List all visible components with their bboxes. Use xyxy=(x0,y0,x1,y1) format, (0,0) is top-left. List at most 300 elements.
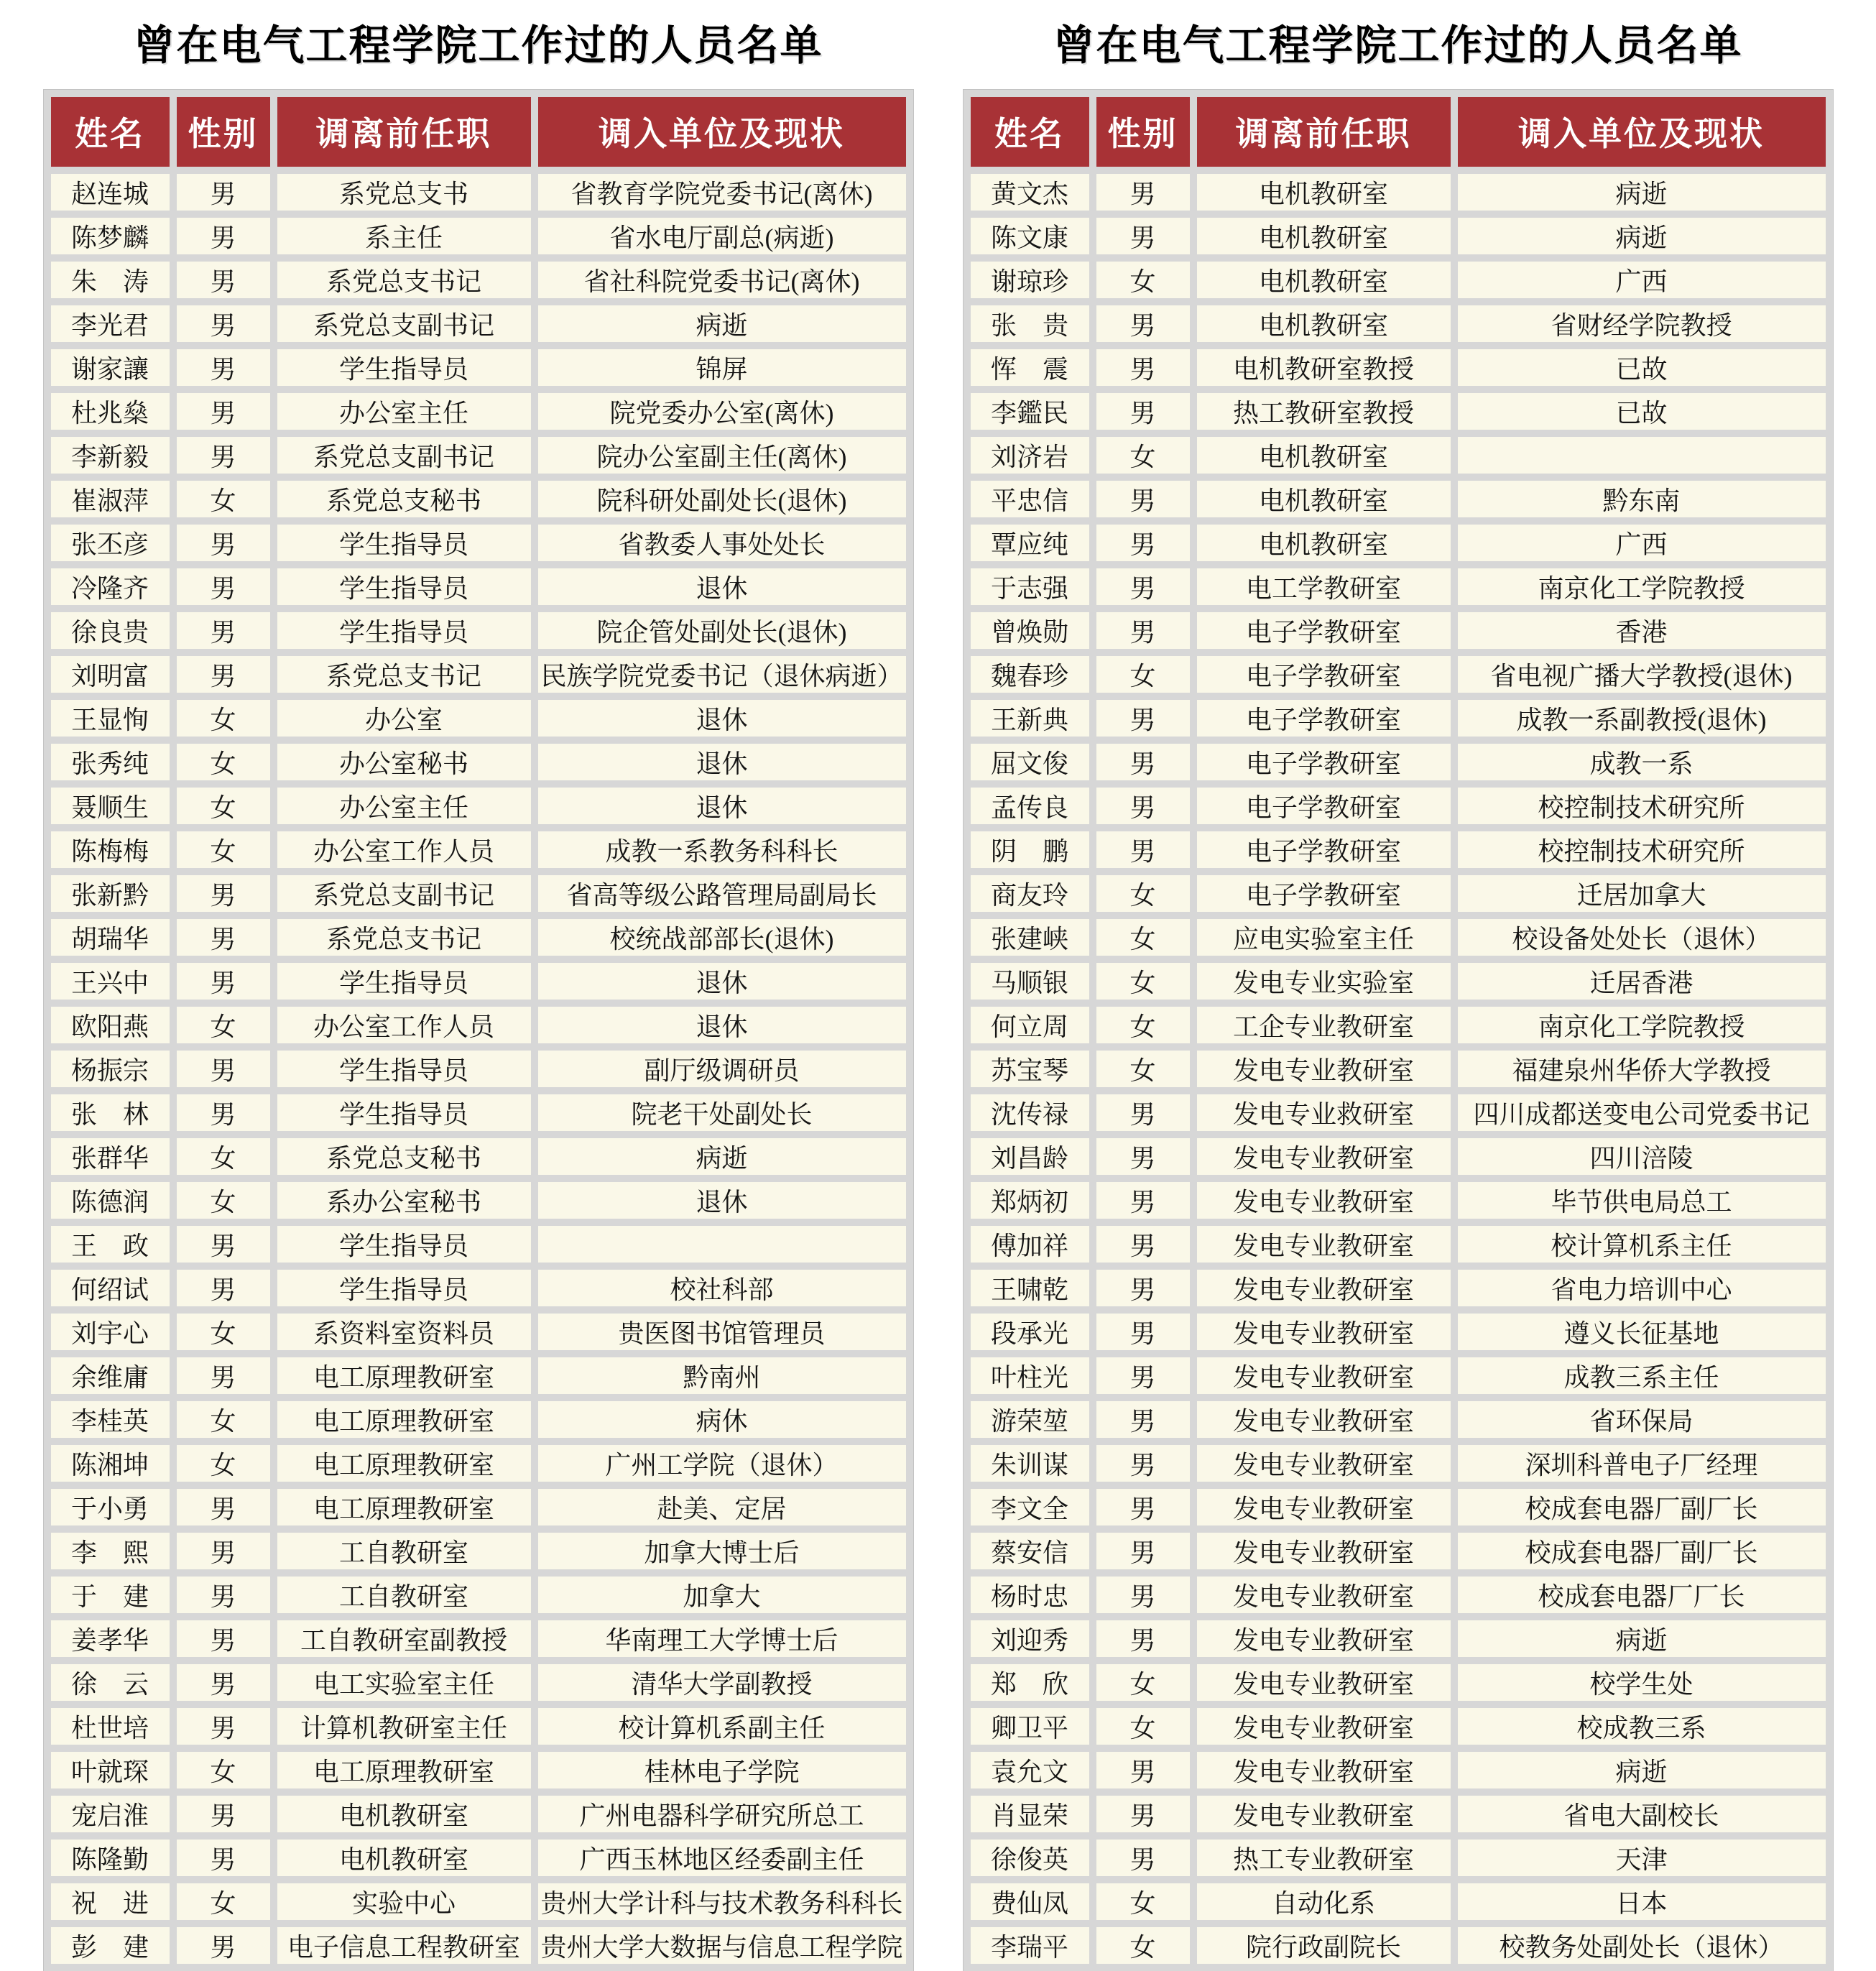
position-cell: 工企专业教研室 xyxy=(1197,1007,1451,1043)
table-row xyxy=(51,656,906,693)
table-row xyxy=(971,1620,1826,1657)
name-cell: 朱 涛 xyxy=(51,262,170,298)
status-cell: 院企管处副处长(退休) xyxy=(538,612,906,649)
table-row xyxy=(51,262,906,298)
right-page-title: 曾在电气工程学院工作过的人员名单 xyxy=(1053,22,1743,69)
table-row xyxy=(971,305,1826,342)
name-cell: 刘迎秀 xyxy=(971,1620,1089,1657)
status-cell: 省教委人事处处长 xyxy=(538,525,906,561)
table-row xyxy=(971,700,1826,737)
table-row xyxy=(51,437,906,474)
table-row xyxy=(971,744,1826,780)
gender-cell: 女 xyxy=(177,1138,270,1175)
name-cell: 崔淑萍 xyxy=(51,481,170,517)
position-cell: 学生指导员 xyxy=(277,1051,531,1087)
status-cell: 广州工学院（退休） xyxy=(538,1445,906,1482)
gender-cell: 男 xyxy=(1096,700,1190,737)
status-cell: 病逝 xyxy=(1458,174,1826,211)
name-cell: 赵连城 xyxy=(51,174,170,211)
status-cell xyxy=(538,1226,906,1263)
gender-cell: 男 xyxy=(177,1051,270,1087)
position-cell: 电工实验室主任 xyxy=(277,1664,531,1701)
position-cell: 发电专业教研室 xyxy=(1197,1401,1451,1438)
table-row xyxy=(971,1226,1826,1263)
name-cell: 杨振宗 xyxy=(51,1051,170,1087)
table-row xyxy=(971,1533,1826,1569)
name-cell: 祝 进 xyxy=(51,1883,170,1920)
name-cell: 傅加祥 xyxy=(971,1226,1089,1263)
status-cell: 校教务处副处长（退休） xyxy=(1458,1927,1826,1964)
position-cell: 系党总支书记 xyxy=(277,919,531,956)
name-cell: 杜兆燊 xyxy=(51,393,170,430)
status-cell: 病逝 xyxy=(1458,218,1826,254)
table-row xyxy=(51,1840,906,1876)
gender-cell: 男 xyxy=(1096,1357,1190,1394)
name-cell: 朱训谋 xyxy=(971,1445,1089,1482)
table-row xyxy=(51,1927,906,1964)
position-cell: 电工原理教研室 xyxy=(277,1489,531,1525)
position-cell: 电子学教研室 xyxy=(1197,831,1451,868)
status-cell: 省电视广播大学教授(退休) xyxy=(1458,656,1826,693)
name-cell: 彭 建 xyxy=(51,1927,170,1964)
position-cell: 发电专业教研室 xyxy=(1197,1752,1451,1788)
position-cell: 电机教研室 xyxy=(1197,174,1451,211)
status-cell: 遵义长征基地 xyxy=(1458,1314,1826,1350)
name-cell: 何立周 xyxy=(971,1007,1089,1043)
name-cell: 杨时忠 xyxy=(971,1577,1089,1613)
name-cell: 李鑑民 xyxy=(971,393,1089,430)
table-row xyxy=(971,875,1826,912)
gender-cell: 女 xyxy=(1096,1883,1190,1920)
name-cell: 徐良贵 xyxy=(51,612,170,649)
name-cell: 张秀纯 xyxy=(51,744,170,780)
name-cell: 王兴中 xyxy=(51,963,170,1000)
name-cell: 欧阳燕 xyxy=(51,1007,170,1043)
status-cell: 四川涪陵 xyxy=(1458,1138,1826,1175)
status-cell: 迁居加拿大 xyxy=(1458,875,1826,912)
name-cell: 段承光 xyxy=(971,1314,1089,1350)
status-cell: 成教一系副教授(退休) xyxy=(1458,700,1826,737)
table-row xyxy=(971,1927,1826,1964)
gender-cell: 女 xyxy=(1096,437,1190,474)
name-cell: 聂顺生 xyxy=(51,788,170,824)
table-row xyxy=(51,963,906,1000)
gender-cell: 男 xyxy=(1096,1840,1190,1876)
name-cell: 魏春珍 xyxy=(971,656,1089,693)
table-row xyxy=(971,919,1826,956)
position-cell: 电机教研室 xyxy=(1197,262,1451,298)
status-cell: 天津 xyxy=(1458,1840,1826,1876)
position-cell: 学生指导员 xyxy=(277,963,531,1000)
table-row xyxy=(51,1357,906,1394)
gender-cell: 女 xyxy=(177,1401,270,1438)
name-cell: 商友玲 xyxy=(971,875,1089,912)
gender-cell: 男 xyxy=(177,1357,270,1394)
name-cell: 黄文杰 xyxy=(971,174,1089,211)
position-cell: 热工教研室教授 xyxy=(1197,393,1451,430)
status-cell: 校成套电器厂副厂长 xyxy=(1458,1533,1826,1569)
status-cell: 校成套电器厂副厂长 xyxy=(1458,1489,1826,1525)
status-cell: 贵医图书馆管理员 xyxy=(538,1314,906,1350)
status-cell: 病逝 xyxy=(1458,1620,1826,1657)
name-cell: 平忠信 xyxy=(971,481,1089,517)
gender-cell: 男 xyxy=(177,1489,270,1525)
position-cell: 系资料室资料员 xyxy=(277,1314,531,1350)
status-cell: 校学生处 xyxy=(1458,1664,1826,1701)
gender-cell: 女 xyxy=(1096,1051,1190,1087)
status-cell: 省电力培训中心 xyxy=(1458,1270,1826,1306)
name-cell: 沈传禄 xyxy=(971,1094,1089,1131)
table-row xyxy=(971,1051,1826,1087)
gender-cell: 男 xyxy=(1096,1752,1190,1788)
gender-cell: 女 xyxy=(1096,919,1190,956)
status-cell: 迁居香港 xyxy=(1458,963,1826,1000)
table-row xyxy=(971,568,1826,605)
name-cell: 李 熙 xyxy=(51,1533,170,1569)
gender-cell: 男 xyxy=(1096,831,1190,868)
position-cell: 发电专业救研室 xyxy=(1197,1094,1451,1131)
gender-cell: 女 xyxy=(177,744,270,780)
status-cell: 校统战部部长(退休) xyxy=(538,919,906,956)
position-cell: 学生指导员 xyxy=(277,1094,531,1131)
table-row xyxy=(51,875,906,912)
table-row xyxy=(51,1752,906,1788)
position-cell: 发电专业教研室 xyxy=(1197,1620,1451,1657)
status-cell: 院办公室副主任(离休) xyxy=(538,437,906,474)
table-row xyxy=(51,393,906,430)
table-row xyxy=(51,1226,906,1263)
table-row xyxy=(51,1007,906,1043)
status-cell: 广西 xyxy=(1458,525,1826,561)
gender-cell: 男 xyxy=(177,437,270,474)
position-cell: 系党总支书记 xyxy=(277,262,531,298)
table-row xyxy=(51,1314,906,1350)
status-cell: 退休 xyxy=(538,744,906,780)
table-row xyxy=(971,262,1826,298)
table-row xyxy=(51,1577,906,1613)
status-cell: 成教三系主任 xyxy=(1458,1357,1826,1394)
gender-cell: 男 xyxy=(177,218,270,254)
gender-cell: 男 xyxy=(177,1577,270,1613)
name-cell: 刘昌龄 xyxy=(971,1138,1089,1175)
position-cell: 电子信息工程教研室 xyxy=(277,1927,531,1964)
name-cell: 李光君 xyxy=(51,305,170,342)
position-cell: 电子学教研室 xyxy=(1197,656,1451,693)
gender-cell: 女 xyxy=(177,481,270,517)
gender-cell: 男 xyxy=(1096,568,1190,605)
name-cell: 张建峡 xyxy=(971,919,1089,956)
name-cell: 谢琼珍 xyxy=(971,262,1089,298)
name-cell: 于 建 xyxy=(51,1577,170,1613)
position-cell: 自动化系 xyxy=(1197,1883,1451,1920)
status-cell: 清华大学副教授 xyxy=(538,1664,906,1701)
position-cell: 学生指导员 xyxy=(277,1226,531,1263)
gender-cell: 女 xyxy=(177,1883,270,1920)
status-cell: 广州电器科学研究所总工 xyxy=(538,1796,906,1832)
table-row xyxy=(971,1796,1826,1832)
gender-cell: 男 xyxy=(177,919,270,956)
gender-cell: 男 xyxy=(177,568,270,605)
gender-cell: 男 xyxy=(1096,525,1190,561)
gender-cell: 男 xyxy=(177,174,270,211)
status-cell: 赴美、定居 xyxy=(538,1489,906,1525)
position-cell: 发电专业实验室 xyxy=(1197,963,1451,1000)
position-cell: 系党总支副书记 xyxy=(277,875,531,912)
name-cell: 王 政 xyxy=(51,1226,170,1263)
table-row xyxy=(971,1445,1826,1482)
name-cell: 卿卫平 xyxy=(971,1708,1089,1745)
gender-cell: 男 xyxy=(177,1664,270,1701)
table-row xyxy=(51,1796,906,1832)
position-cell: 系党总支秘书 xyxy=(277,1138,531,1175)
status-cell: 深圳科普电子厂经理 xyxy=(1458,1445,1826,1482)
name-cell: 何绍试 xyxy=(51,1270,170,1306)
table-row xyxy=(51,612,906,649)
position-cell: 电工原理教研室 xyxy=(277,1445,531,1482)
gender-cell: 男 xyxy=(177,349,270,386)
status-cell xyxy=(1458,437,1826,474)
table-row xyxy=(971,1883,1826,1920)
table-row xyxy=(51,700,906,737)
table-row xyxy=(971,1007,1826,1043)
gender-cell: 男 xyxy=(1096,1182,1190,1219)
position-cell: 系主任 xyxy=(277,218,531,254)
position-cell: 电机教研室 xyxy=(1197,525,1451,561)
position-cell: 系办公室秘书 xyxy=(277,1182,531,1219)
position-cell: 电机教研室 xyxy=(1197,305,1451,342)
name-cell: 胡瑞华 xyxy=(51,919,170,956)
name-cell: 谢家讓 xyxy=(51,349,170,386)
status-cell: 已故 xyxy=(1458,393,1826,430)
gender-cell: 男 xyxy=(177,612,270,649)
table-row xyxy=(971,437,1826,474)
table-row xyxy=(971,525,1826,561)
col-header-status: 调入单位及现状 xyxy=(538,97,906,167)
right-panel xyxy=(964,13,1833,1962)
right-roster-table xyxy=(964,90,1833,1971)
status-cell: 院党委办公室(离休) xyxy=(538,393,906,430)
gender-cell: 男 xyxy=(177,1796,270,1832)
table-row xyxy=(971,656,1826,693)
status-cell: 贵州大学计科与技术教务科科长 xyxy=(538,1883,906,1920)
name-cell: 曾焕勋 xyxy=(971,612,1089,649)
name-cell: 张 林 xyxy=(51,1094,170,1131)
position-cell: 学生指导员 xyxy=(277,612,531,649)
header-row xyxy=(51,97,906,167)
status-cell: 病逝 xyxy=(538,305,906,342)
status-cell: 华南理工大学博士后 xyxy=(538,1620,906,1657)
name-cell: 袁允文 xyxy=(971,1752,1089,1788)
position-cell: 发电专业教研室 xyxy=(1197,1270,1451,1306)
name-cell: 苏宝琴 xyxy=(971,1051,1089,1087)
status-cell: 退休 xyxy=(538,1007,906,1043)
position-cell: 发电专业教研室 xyxy=(1197,1664,1451,1701)
gender-cell: 男 xyxy=(1096,218,1190,254)
status-cell: 校社科部 xyxy=(538,1270,906,1306)
table-row xyxy=(971,393,1826,430)
table-row xyxy=(971,1401,1826,1438)
gender-cell: 男 xyxy=(1096,1226,1190,1263)
position-cell: 系党总支书记 xyxy=(277,656,531,693)
col-header-name: 姓名 xyxy=(51,97,170,167)
name-cell: 陈文康 xyxy=(971,218,1089,254)
position-cell: 电工原理教研室 xyxy=(277,1752,531,1788)
name-cell: 屈文俊 xyxy=(971,744,1089,780)
name-cell: 肖显荣 xyxy=(971,1796,1089,1832)
left-page-title: 曾在电气工程学院工作过的人员名单 xyxy=(133,22,823,69)
table-row xyxy=(51,568,906,605)
position-cell: 电工学教研室 xyxy=(1197,568,1451,605)
gender-cell: 男 xyxy=(177,525,270,561)
gender-cell: 男 xyxy=(177,1094,270,1131)
gender-cell: 女 xyxy=(1096,1007,1190,1043)
table-row xyxy=(51,831,906,868)
status-cell: 退休 xyxy=(538,788,906,824)
table-row xyxy=(971,349,1826,386)
name-cell: 蔡安信 xyxy=(971,1533,1089,1569)
gender-cell: 男 xyxy=(1096,1620,1190,1657)
table-row xyxy=(51,1708,906,1745)
gender-cell: 男 xyxy=(177,1927,270,1964)
position-cell: 系党总支副书记 xyxy=(277,437,531,474)
status-cell: 省高等级公路管理局副局长 xyxy=(538,875,906,912)
gender-cell: 男 xyxy=(1096,1796,1190,1832)
status-cell: 广西玉林地区经委副主任 xyxy=(538,1840,906,1876)
table-row xyxy=(971,788,1826,824)
name-cell: 宠启淮 xyxy=(51,1796,170,1832)
status-cell: 四川成都送变电公司党委书记 xyxy=(1458,1094,1826,1131)
position-cell: 电子学教研室 xyxy=(1197,788,1451,824)
name-cell: 李文全 xyxy=(971,1489,1089,1525)
gender-cell: 男 xyxy=(1096,1577,1190,1613)
name-cell: 刘宇心 xyxy=(51,1314,170,1350)
gender-cell: 女 xyxy=(1096,875,1190,912)
position-cell: 发电专业教研室 xyxy=(1197,1708,1451,1745)
name-cell: 叶就琛 xyxy=(51,1752,170,1788)
status-cell: 省社科院党委书记(离休) xyxy=(538,262,906,298)
gender-cell: 男 xyxy=(1096,788,1190,824)
position-cell: 发电专业教研室 xyxy=(1197,1445,1451,1482)
status-cell: 民族学院党委书记（退休病逝） xyxy=(538,656,906,693)
name-cell: 阴 鹏 xyxy=(971,831,1089,868)
table-row xyxy=(971,831,1826,868)
table-row xyxy=(971,1138,1826,1175)
table-row xyxy=(51,1401,906,1438)
table-row xyxy=(971,218,1826,254)
table-row xyxy=(51,1051,906,1087)
name-cell: 郑 欣 xyxy=(971,1664,1089,1701)
table-row xyxy=(971,1840,1826,1876)
status-cell: 校成教三系 xyxy=(1458,1708,1826,1745)
status-cell: 锦屏 xyxy=(538,349,906,386)
position-cell: 发电专业教研室 xyxy=(1197,1051,1451,1087)
name-cell: 李桂英 xyxy=(51,1401,170,1438)
position-cell: 工自教研室副教授 xyxy=(277,1620,531,1657)
table-row xyxy=(51,1445,906,1482)
status-cell: 院科研处副处长(退休) xyxy=(538,481,906,517)
gender-cell: 男 xyxy=(1096,1401,1190,1438)
position-cell: 电子学教研室 xyxy=(1197,744,1451,780)
status-cell: 校成套电器厂厂长 xyxy=(1458,1577,1826,1613)
table-row xyxy=(971,1664,1826,1701)
name-cell: 孟传良 xyxy=(971,788,1089,824)
status-cell: 毕节供电局总工 xyxy=(1458,1182,1826,1219)
status-cell: 加拿大博士后 xyxy=(538,1533,906,1569)
position-cell: 应电实验室主任 xyxy=(1197,919,1451,956)
position-cell: 发电专业教研室 xyxy=(1197,1489,1451,1525)
status-cell: 省电大副校长 xyxy=(1458,1796,1826,1832)
name-cell: 张 贵 xyxy=(971,305,1089,342)
name-cell: 陈梦麟 xyxy=(51,218,170,254)
table-row xyxy=(971,1182,1826,1219)
position-cell: 发电专业教研室 xyxy=(1197,1533,1451,1569)
gender-cell: 男 xyxy=(177,1270,270,1306)
name-cell: 费仙凤 xyxy=(971,1883,1089,1920)
gender-cell: 男 xyxy=(1096,305,1190,342)
name-cell: 陈德润 xyxy=(51,1182,170,1219)
status-cell: 病逝 xyxy=(1458,1752,1826,1788)
status-cell: 校计算机系主任 xyxy=(1458,1226,1826,1263)
table-row xyxy=(51,1489,906,1525)
position-cell: 电机教研室 xyxy=(1197,218,1451,254)
name-cell: 于小勇 xyxy=(51,1489,170,1525)
table-row xyxy=(971,1314,1826,1350)
position-cell: 电子学教研室 xyxy=(1197,875,1451,912)
position-cell: 发电专业教研室 xyxy=(1197,1796,1451,1832)
status-cell: 加拿大 xyxy=(538,1577,906,1613)
gender-cell: 女 xyxy=(1096,656,1190,693)
position-cell: 电机教研室 xyxy=(277,1796,531,1832)
position-cell: 热工专业教研室 xyxy=(1197,1840,1451,1876)
status-cell: 黔南州 xyxy=(538,1357,906,1394)
position-cell: 电机教研室 xyxy=(1197,481,1451,517)
name-cell: 王显恂 xyxy=(51,700,170,737)
position-cell: 电机教研室 xyxy=(277,1840,531,1876)
status-cell: 病逝 xyxy=(538,1138,906,1175)
gender-cell: 男 xyxy=(1096,393,1190,430)
name-cell: 刘济岩 xyxy=(971,437,1089,474)
gender-cell: 男 xyxy=(1096,174,1190,211)
name-cell: 冷隆齐 xyxy=(51,568,170,605)
position-cell: 系党总支秘书 xyxy=(277,481,531,517)
left-panel xyxy=(44,13,913,1962)
table-row xyxy=(51,1182,906,1219)
name-cell: 姜孝华 xyxy=(51,1620,170,1657)
table-row xyxy=(51,525,906,561)
status-cell: 校控制技术研究所 xyxy=(1458,831,1826,868)
position-cell: 电子学教研室 xyxy=(1197,700,1451,737)
name-cell: 叶柱光 xyxy=(971,1357,1089,1394)
position-cell: 发电专业教研室 xyxy=(1197,1226,1451,1263)
gender-cell: 男 xyxy=(1096,1533,1190,1569)
position-cell: 办公室工作人员 xyxy=(277,1007,531,1043)
table-row xyxy=(971,174,1826,211)
position-cell: 发电专业教研室 xyxy=(1197,1138,1451,1175)
table-row xyxy=(51,788,906,824)
gender-cell: 男 xyxy=(1096,1094,1190,1131)
gender-cell: 女 xyxy=(177,1007,270,1043)
gender-cell: 男 xyxy=(177,1620,270,1657)
position-cell: 办公室秘书 xyxy=(277,744,531,780)
gender-cell: 男 xyxy=(177,963,270,1000)
status-cell: 省教育学院党委书记(离休) xyxy=(538,174,906,211)
position-cell: 工自教研室 xyxy=(277,1533,531,1569)
status-cell: 香港 xyxy=(1458,612,1826,649)
status-cell: 退休 xyxy=(538,1182,906,1219)
table-row xyxy=(51,1883,906,1920)
gender-cell: 男 xyxy=(177,1840,270,1876)
gender-cell: 女 xyxy=(177,1182,270,1219)
